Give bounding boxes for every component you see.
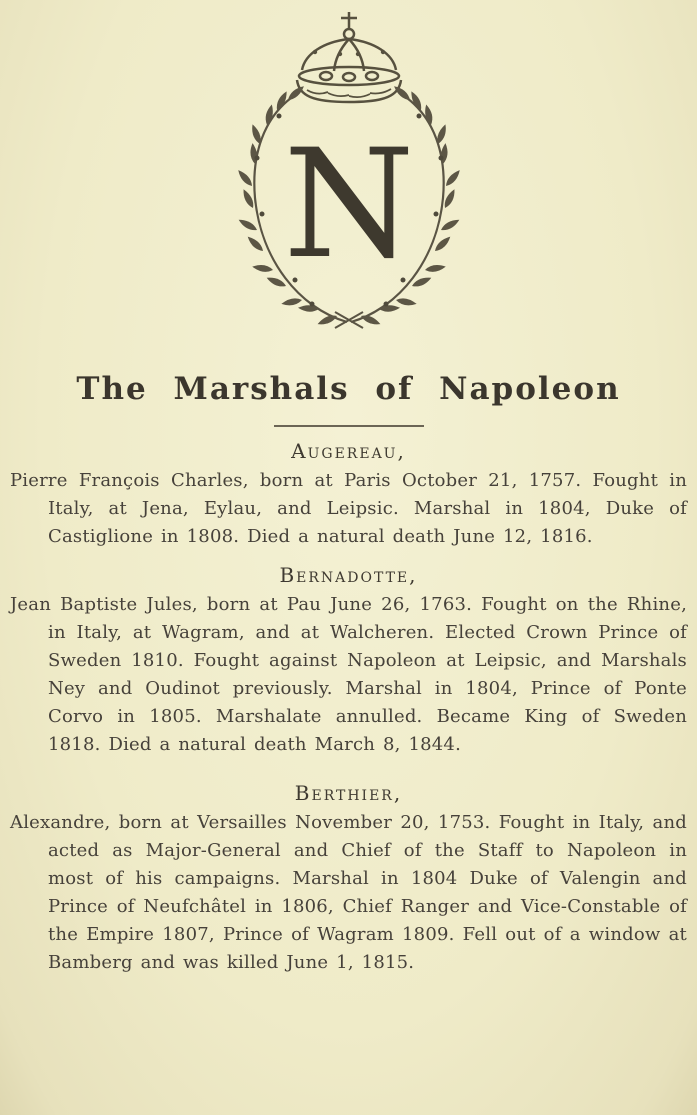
entry-body: Jean Baptiste Jules, born at Pau June 26, 1763. Fought on the Rhine, in Italy, at Wagram, and at Walcheren. Elected Crown Prince of Sweden 1810. Fought against Napoleon at Leipsic, and Marshals Ney and Oudinot previously. Marshal in 1804, Prince of Ponte Corvo in 1805. Marshalate annulled. Became King of Sweden 1818. Died a natural death March 8, 1844.: [10, 594, 687, 755]
title-divider: [274, 425, 424, 427]
crowned-n-laurel-icon: [199, 8, 499, 343]
entry-bernadotte: [10, 563, 687, 759]
entry-augereau: [10, 439, 687, 551]
entry-heading: Bernadotte,: [279, 563, 418, 587]
entry-heading: Berthier,: [294, 781, 403, 805]
page-title: The Marshals of Napoleon: [76, 371, 621, 407]
crown-icon: [297, 12, 401, 102]
entry-berthier: [10, 781, 687, 977]
entry-body: Alexandre, born at Versailles November 20, 1753. Fought in Italy, and acted as Major-General and Chief of the Staff to Napoleon in most of his campaigns. Marshal in 1804 Duke of Valengin and Prince of Neufchâtel in 1806, Chief Ranger and Vice-Constable of the Empire 1807, Prince of Wagram 1809. Fell out of a window at Bamberg and was killed June 1, 1815.: [10, 812, 687, 973]
emblem-letter: N: [282, 118, 415, 292]
entry-body: Pierre François Charles, born at Paris October 21, 1757. Fought in Italy, at Jena, Eylau, and Leipsic. Marshal in 1804, Duke of Castiglione in 1808. Died a natural death June 12, 1816.: [10, 470, 687, 547]
napoleon-emblem: [10, 8, 687, 347]
entry-heading: Augereau,: [291, 439, 406, 463]
